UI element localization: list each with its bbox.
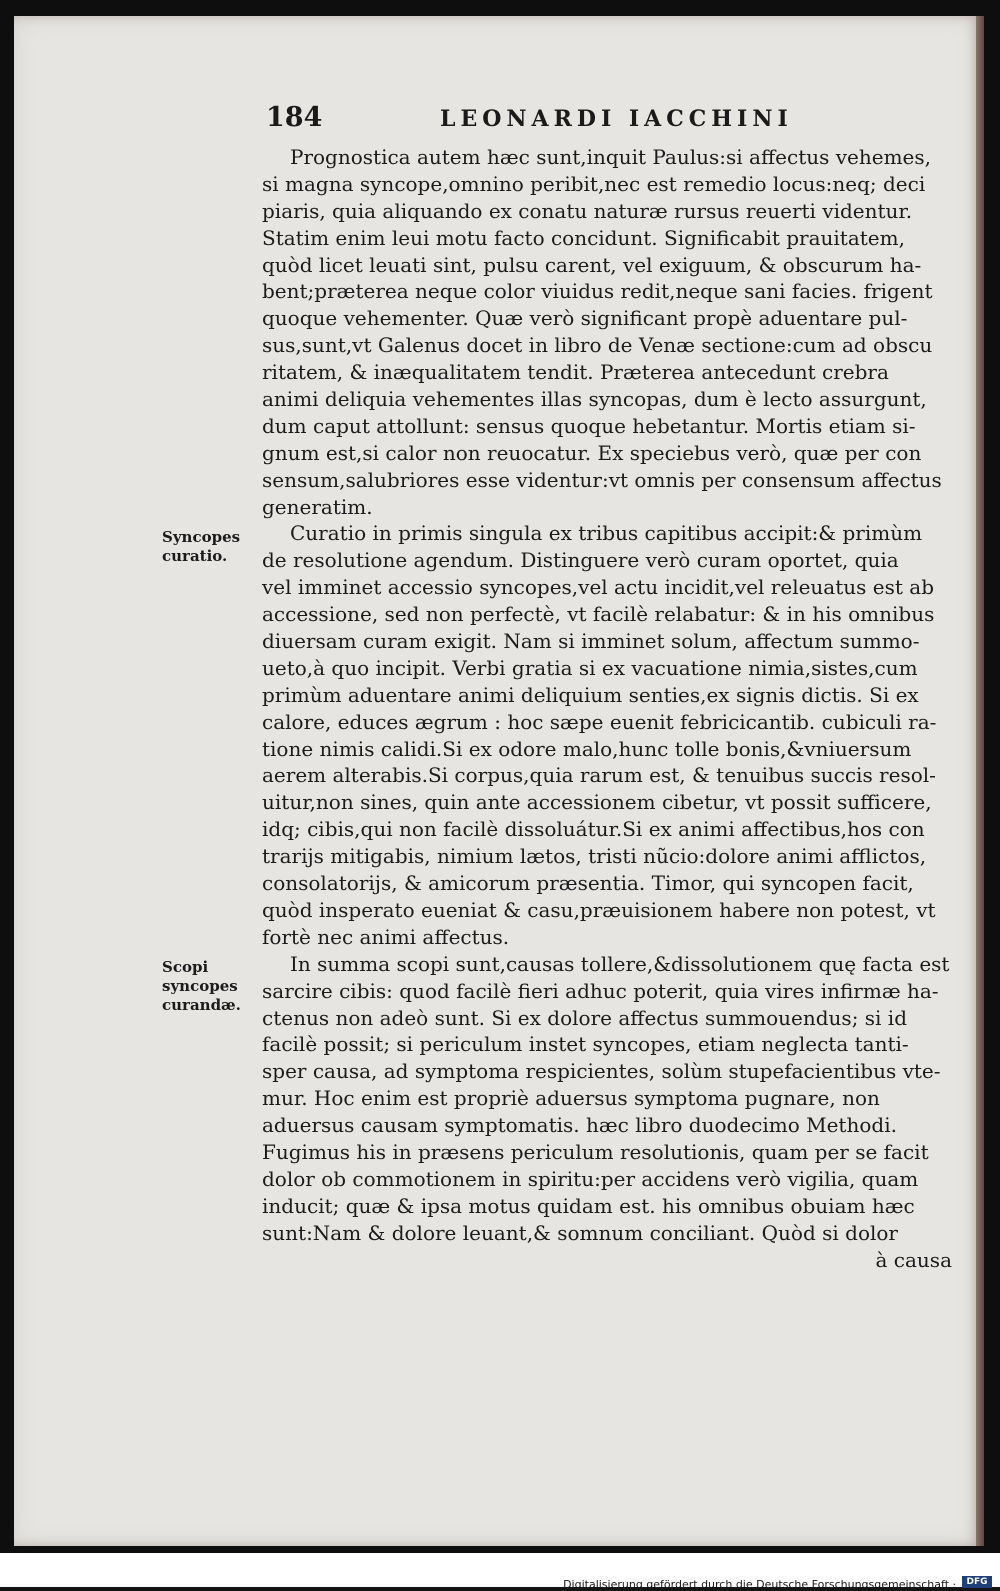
text-line: quòd insperato eueniat & casu,præuisionem habere non potest, vt <box>262 897 936 922</box>
page-header <box>250 102 795 136</box>
text-line: dolor ob commotionem in spiritu:per accidens verò vigilia, quam <box>262 1166 919 1191</box>
text-line: vel imminet accessio syncopes,vel actu incidit,vel releuatus est ab <box>262 575 934 600</box>
page-number: 184 <box>266 102 323 133</box>
text-line: bent;præterea neque color viuidus redit,neque sani facies. frigent <box>262 279 933 304</box>
margin-note-scopi-syncopes: Scopi syncopes curandæ. <box>162 958 241 1014</box>
page-edge-shadow <box>976 16 984 1546</box>
text-line: fortè nec animi affectus. <box>262 924 510 949</box>
text-line: trarijs mitigabis, nimium lætos, tristi nũcio:dolore animi afflictos, <box>262 844 927 869</box>
text-line: si magna syncope,omnino peribit,nec est remedio locus:neq; deci <box>262 171 926 196</box>
text-line: aerem alterabis.Si corpus,quia rarum est, & tenuibus succis resol- <box>262 763 936 788</box>
text-line: Fugimus his in præsens periculum resolutionis, quam per se facit <box>262 1139 929 1164</box>
text-line: piaris, quia aliquando ex conatu naturæ rursus reuerti videntur. <box>262 198 913 223</box>
text-line: quoque vehementer. Quæ verò significant propè aduentare pul- <box>262 306 908 331</box>
text-line: uitur,non sines, quin ante accessionem cibetur, vt possit sufficere, <box>262 790 932 815</box>
body-text <box>262 144 952 1273</box>
text-line: accessione, sed non perfectè, vt facilè relabatur: & in his omnibus <box>262 602 935 627</box>
text-line: facilè possit; si periculum instet syncopes, etiam neglecta tanti- <box>262 1032 909 1057</box>
text-line: In summa scopi sunt,causas tollere,&dissolutionem quę facta est <box>290 951 950 976</box>
text-line: sensum,salubriores esse videntur:vt omnis per consensum affectus <box>262 467 942 492</box>
text-line: sunt:Nam & dolore leuant,& somnum conciliant. Quòd si dolor <box>262 1220 898 1245</box>
margin-note-syncopes-curatio: Syncopes curatio. <box>162 528 241 565</box>
text-line: primùm aduentare animi deliquium senties,ex signis dictis. Si ex <box>262 682 919 707</box>
catchword: à causa <box>875 1247 952 1272</box>
text-line: consolatorijs, & amicorum præsentia. Timor, qui syncopen facit, <box>262 871 914 896</box>
text-line: ueto,à quo incipit. Verbi gratia si ex vacuatione nimia,sistes,cum <box>262 655 918 680</box>
text-line: idq; cibis,qui non facilè dissoluátur.Si ex animi affectibus,hos con <box>262 817 925 842</box>
running-title: LEONARDI IACCHINI <box>440 106 793 132</box>
text-line: Curatio in primis singula ex tribus capitibus accipit:& primùm <box>290 521 923 546</box>
text-line: gnum est,si calor non reuocatur. Ex speciebus verò, quæ per con <box>262 440 922 465</box>
text-line: tione nimis calidi.Si ex odore malo,hunc tolle bonis,&vniuersum <box>262 736 912 761</box>
text-line: ritatem, & inæqualitatem tendit. Præterea antecedunt crebra <box>262 360 889 385</box>
text-line: diuersam curam exigit. Nam si imminet solum, affectum summo- <box>262 629 920 654</box>
text-line: ctenus non adeò sunt. Si ex dolore affectus summouendus; si id <box>262 1005 907 1030</box>
funding-notice: Digitalisierung gefördert durch die Deutsche Forschungsgemeinschaft · <box>563 1578 956 1591</box>
text-line: animi deliquia vehementes illas syncopas, dum è lecto assurgunt, <box>262 387 927 412</box>
dfg-logo: DFG <box>962 1576 992 1588</box>
text-line: calore, educes ægrum : hoc sæpe euenit febricicantib. cubiculi ra- <box>262 709 937 734</box>
text-line: sarcire cibis: quod facilè fieri adhuc poterit, quia vires infirmæ ha- <box>262 978 939 1003</box>
text-line: mur. Hoc enim est propriè aduersus symptoma pugnare, non <box>262 1086 880 1111</box>
text-line: sus,sunt,vt Galenus docet in libro de Venæ sectione:cum ad obscu <box>262 333 933 358</box>
text-line: de resolutione agendum. Distinguere verò curam oportet, quia <box>262 548 899 573</box>
text-line: sper causa, ad symptoma respicientes, solùm stupefacientibus vte- <box>262 1059 941 1084</box>
text-line: generatim. <box>262 494 373 519</box>
text-line: inducit; quæ & ipsa motus quidam est. his omnibus obuiam hæc <box>262 1193 915 1218</box>
text-line: quòd licet leuati sint, pulsu carent, vel exiguum, & obscurum ha- <box>262 252 922 277</box>
text-line: Prognostica autem hæc sunt,inquit Paulus:si affectus vehemes, <box>290 145 932 169</box>
text-line: aduersus causam symptomatis. hæc libro duodecimo Methodi. <box>262 1113 897 1138</box>
text-line: dum caput attollunt: sensus quoque hebetantur. Mortis etiam si- <box>262 413 916 438</box>
text-line: Statim enim leui motu facto concidunt. Significabit prauitatem, <box>262 225 905 250</box>
